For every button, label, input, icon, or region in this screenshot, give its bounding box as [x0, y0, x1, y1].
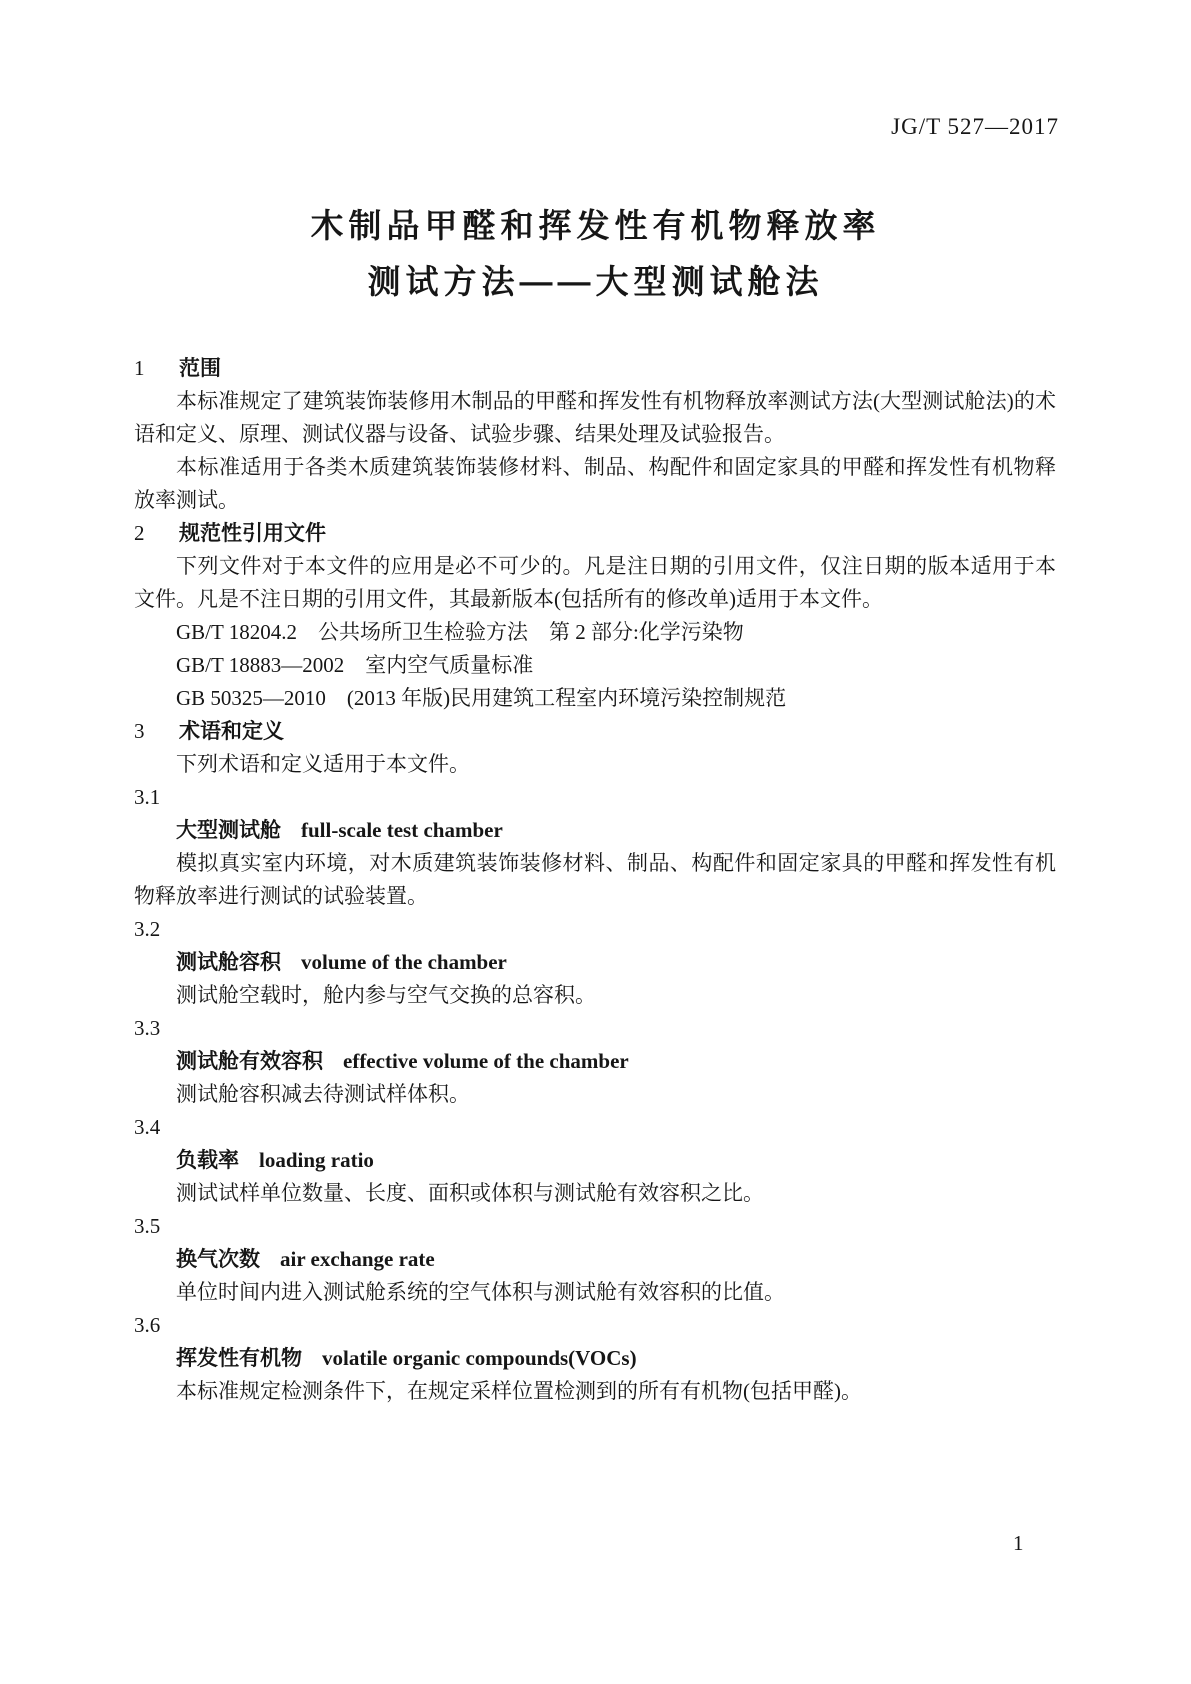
term-name-en: full-scale test chamber	[301, 818, 503, 842]
term-definition: 模拟真实室内环境，对木质建筑装饰装修材料、制品、构配件和固定家具的甲醛和挥发性有机物释放率进行测试的试验装置。	[134, 851, 1056, 908]
term-name-en: effective volume of the chamber	[343, 1049, 629, 1073]
document-title	[0, 198, 1191, 310]
term-definition: 本标准规定检测条件下，在规定采样位置检测到的所有有机物(包括甲醛)。	[176, 1379, 862, 1403]
standard-number: JG/T 527—2017	[891, 114, 1059, 139]
term-heading	[134, 1144, 1056, 1177]
reference-item: GB 50325—2010 (2013 年版)民用建筑工程室内环境污染控制规范	[176, 686, 787, 710]
section-1-heading	[134, 352, 1056, 385]
term-clause-number: 3.3	[134, 1016, 161, 1040]
document-body	[134, 352, 1056, 1408]
section-3-title: 术语和定义	[179, 720, 284, 743]
term-name-en: air exchange rate	[280, 1247, 435, 1271]
term-definition: 单位时间内进入测试舱系统的空气体积与测试舱有效容积的比值。	[176, 1280, 785, 1304]
term-name-en: volatile organic compounds(VOCs)	[322, 1346, 637, 1370]
term-definition: 测试舱容积减去待测试样体积。	[176, 1082, 470, 1106]
term-name-zh: 测试舱有效容积	[176, 1050, 323, 1073]
title-line-2: 测试方法——大型测试舱法	[367, 263, 824, 300]
term-clause-number: 3.6	[134, 1313, 161, 1337]
section-2-title: 规范性引用文件	[179, 522, 326, 545]
term-definition: 测试舱空载时，舱内参与空气交换的总容积。	[176, 983, 596, 1007]
reference-item: GB/T 18204.2 公共场所卫生检验方法 第 2 部分:化学污染物	[176, 620, 744, 644]
term-heading	[134, 1045, 1056, 1078]
section-1-number: 1	[134, 356, 145, 380]
reference-item: GB/T 18883—2002 室内空气质量标准	[176, 653, 534, 677]
title-line-1: 木制品甲醛和挥发性有机物释放率	[310, 207, 881, 244]
section-3-heading	[134, 715, 1056, 748]
term-name-en: loading ratio	[259, 1148, 374, 1172]
term-name-zh: 挥发性有机物	[176, 1347, 302, 1370]
term-name-en: volume of the chamber	[301, 950, 507, 974]
term-clause-number: 3.4	[134, 1115, 161, 1139]
term-clause-number: 3.1	[134, 785, 161, 809]
section-2-number: 2	[134, 521, 145, 545]
term-heading	[134, 946, 1056, 979]
section-1-title: 范围	[179, 357, 221, 380]
term-name-zh: 负载率	[176, 1149, 239, 1172]
term-clause-number: 3.5	[134, 1214, 161, 1238]
term-heading	[134, 1243, 1056, 1276]
normative-references-paragraph: 下列文件对于本文件的应用是必不可少的。凡是注日期的引用文件，仅注日期的版本适用于本文件。凡是不注日期的引用文件，其最新版本(包括所有的修改单)适用于本文件。	[134, 554, 1056, 611]
term-heading	[134, 1342, 1056, 1375]
term-clause-number: 3.2	[134, 917, 161, 941]
term-name-zh: 测试舱容积	[176, 951, 281, 974]
term-definition: 测试试样单位数量、长度、面积或体积与测试舱有效容积之比。	[176, 1181, 764, 1205]
page-number: 1	[1013, 1531, 1024, 1555]
term-heading	[134, 814, 1056, 847]
section-3-number: 3	[134, 719, 145, 743]
term-name-zh: 换气次数	[176, 1248, 260, 1271]
section-2-heading	[134, 517, 1056, 550]
scope-paragraph-2: 本标准适用于各类木质建筑装饰装修材料、制品、构配件和固定家具的甲醛和挥发性有机物释放率测试。	[134, 455, 1056, 512]
scope-paragraph-1: 本标准规定了建筑装饰装修用木制品的甲醛和挥发性有机物释放率测试方法(大型测试舱法)的术语和定义、原理、测试仪器与设备、试验步骤、结果处理及试验报告。	[134, 389, 1056, 446]
term-name-zh: 大型测试舱	[176, 819, 281, 842]
terms-intro-paragraph: 下列术语和定义适用于本文件。	[176, 752, 470, 776]
